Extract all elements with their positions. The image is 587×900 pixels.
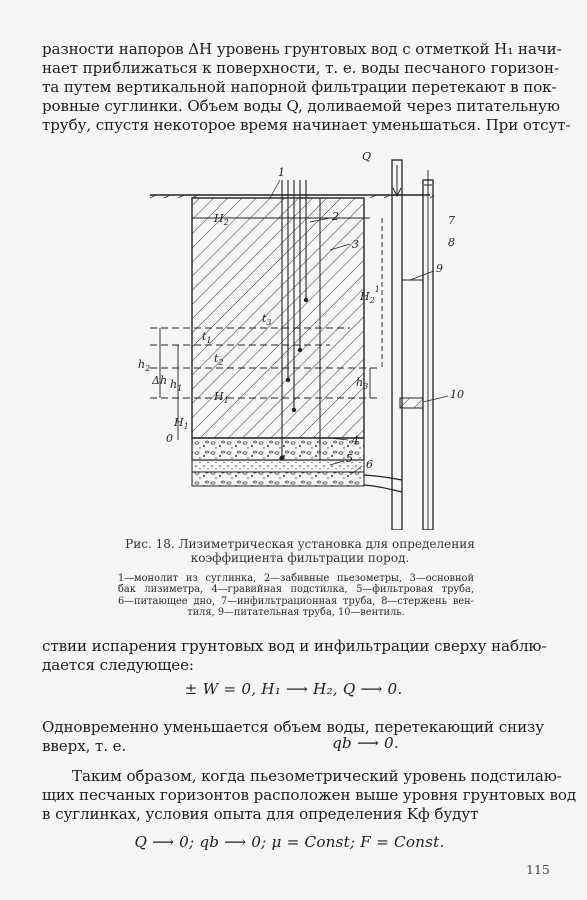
lysimeter-diagram <box>130 140 470 530</box>
label-h3-right: $h_3$ <box>356 376 369 391</box>
text-line: дается следующее: <box>42 656 194 675</box>
caption-line: Рис. 18. Лизиметрическая установка для определения <box>125 537 475 551</box>
paragraph-top <box>42 40 571 135</box>
legend-line: 1—монолит из суглинка, 2—забивные пьезометры, 3—основной <box>118 573 474 584</box>
page-number: 115 <box>526 862 550 877</box>
label-zero: 0 <box>166 432 173 445</box>
text-line: нает приближаться к поверхности, т. е. воды песчаного горизон- <box>42 59 559 78</box>
label-H1-left: $H_1$ <box>174 416 189 431</box>
text-line: ствии испарения грунтовых вод и инфильтрации сверху наблю- <box>42 637 547 655</box>
figure-lysimeter <box>130 140 470 530</box>
label-1: 1 <box>278 166 285 179</box>
text-line: Таким образом, когда пьезометрический уровень подстилаю- <box>72 767 562 785</box>
label-6: 6 <box>366 458 373 471</box>
text-line: та путем вертикальной напорной фильтрации перетекают в пок- <box>42 78 557 97</box>
legend-line: тиля, 9—питательная труба, 10—вентиль. <box>187 607 405 619</box>
label-8: 8 <box>448 236 455 249</box>
text-line: Одновременно уменьшается объем воды, перетекающий снизу <box>42 718 544 736</box>
label-H2-top: $H_2$ <box>214 212 229 227</box>
label-5: 5 <box>346 452 353 465</box>
label-Q: Q <box>362 150 372 163</box>
label-7: 7 <box>448 214 455 227</box>
label-h2-left: $h_2$ <box>138 358 151 373</box>
text-line: в суглинках, условия опыта для определения Kф будут <box>42 805 479 824</box>
gravel-layer <box>192 438 364 460</box>
paragraph-bottom <box>42 767 577 824</box>
label-10: 10 <box>450 388 464 401</box>
label-delta-h: Δh <box>152 374 168 387</box>
label-h1-left: $h_1$ <box>170 378 183 393</box>
text-line: щих песчаных горизонтов расположен выше уровня грунтовых вод <box>42 786 577 805</box>
caption-line: коэффициента фильтрации пород. <box>190 551 410 565</box>
text-line: вверх, т. е. <box>42 737 127 756</box>
formula-2: qb ⟶ 0. <box>332 734 399 752</box>
feeding-bottom <box>192 472 364 486</box>
valve <box>400 398 423 408</box>
label-t3: $t_3$ <box>262 312 272 327</box>
label-H2-right: $H_2^1$ <box>360 285 380 305</box>
label-t1: $t_1$ <box>202 330 212 345</box>
text-line: трубу, спустя некоторое время начинает уменьшаться. При отсут- <box>42 116 571 135</box>
label-t2: $t_2$ <box>214 352 224 367</box>
label-2: 2 <box>332 210 339 223</box>
formula-3: Q ⟶ 0; qb ⟶ 0; μ = Const; F = Const. <box>134 833 445 851</box>
figure-legend <box>118 573 474 619</box>
label-3: 3 <box>352 238 359 251</box>
paragraph-middle <box>42 637 547 675</box>
label-9: 9 <box>436 262 443 275</box>
feeding-tube <box>392 160 402 530</box>
legend-line: бак лизиметра, 4—гравийная подстилка, 5—фильтровая труба, <box>118 584 474 596</box>
figure-caption <box>120 537 480 565</box>
label-H1-level: $H_1$ <box>214 390 229 405</box>
label-4: 4 <box>352 434 359 447</box>
text-line: разности напоров ΔH уровень грунтовых вод с отметкой H₁ начи- <box>42 40 562 58</box>
formula-1: ± W = 0, H₁ ⟶ H₂, Q ⟶ 0. <box>184 680 403 698</box>
legend-line: 6—питающее дно, 7—инфильтрационная труба, 8—стержень вен- <box>118 595 474 607</box>
filter-layer <box>192 460 364 472</box>
text-line: ровные суглинки. Объем воды Q, доливаемой через питательную <box>42 97 560 116</box>
